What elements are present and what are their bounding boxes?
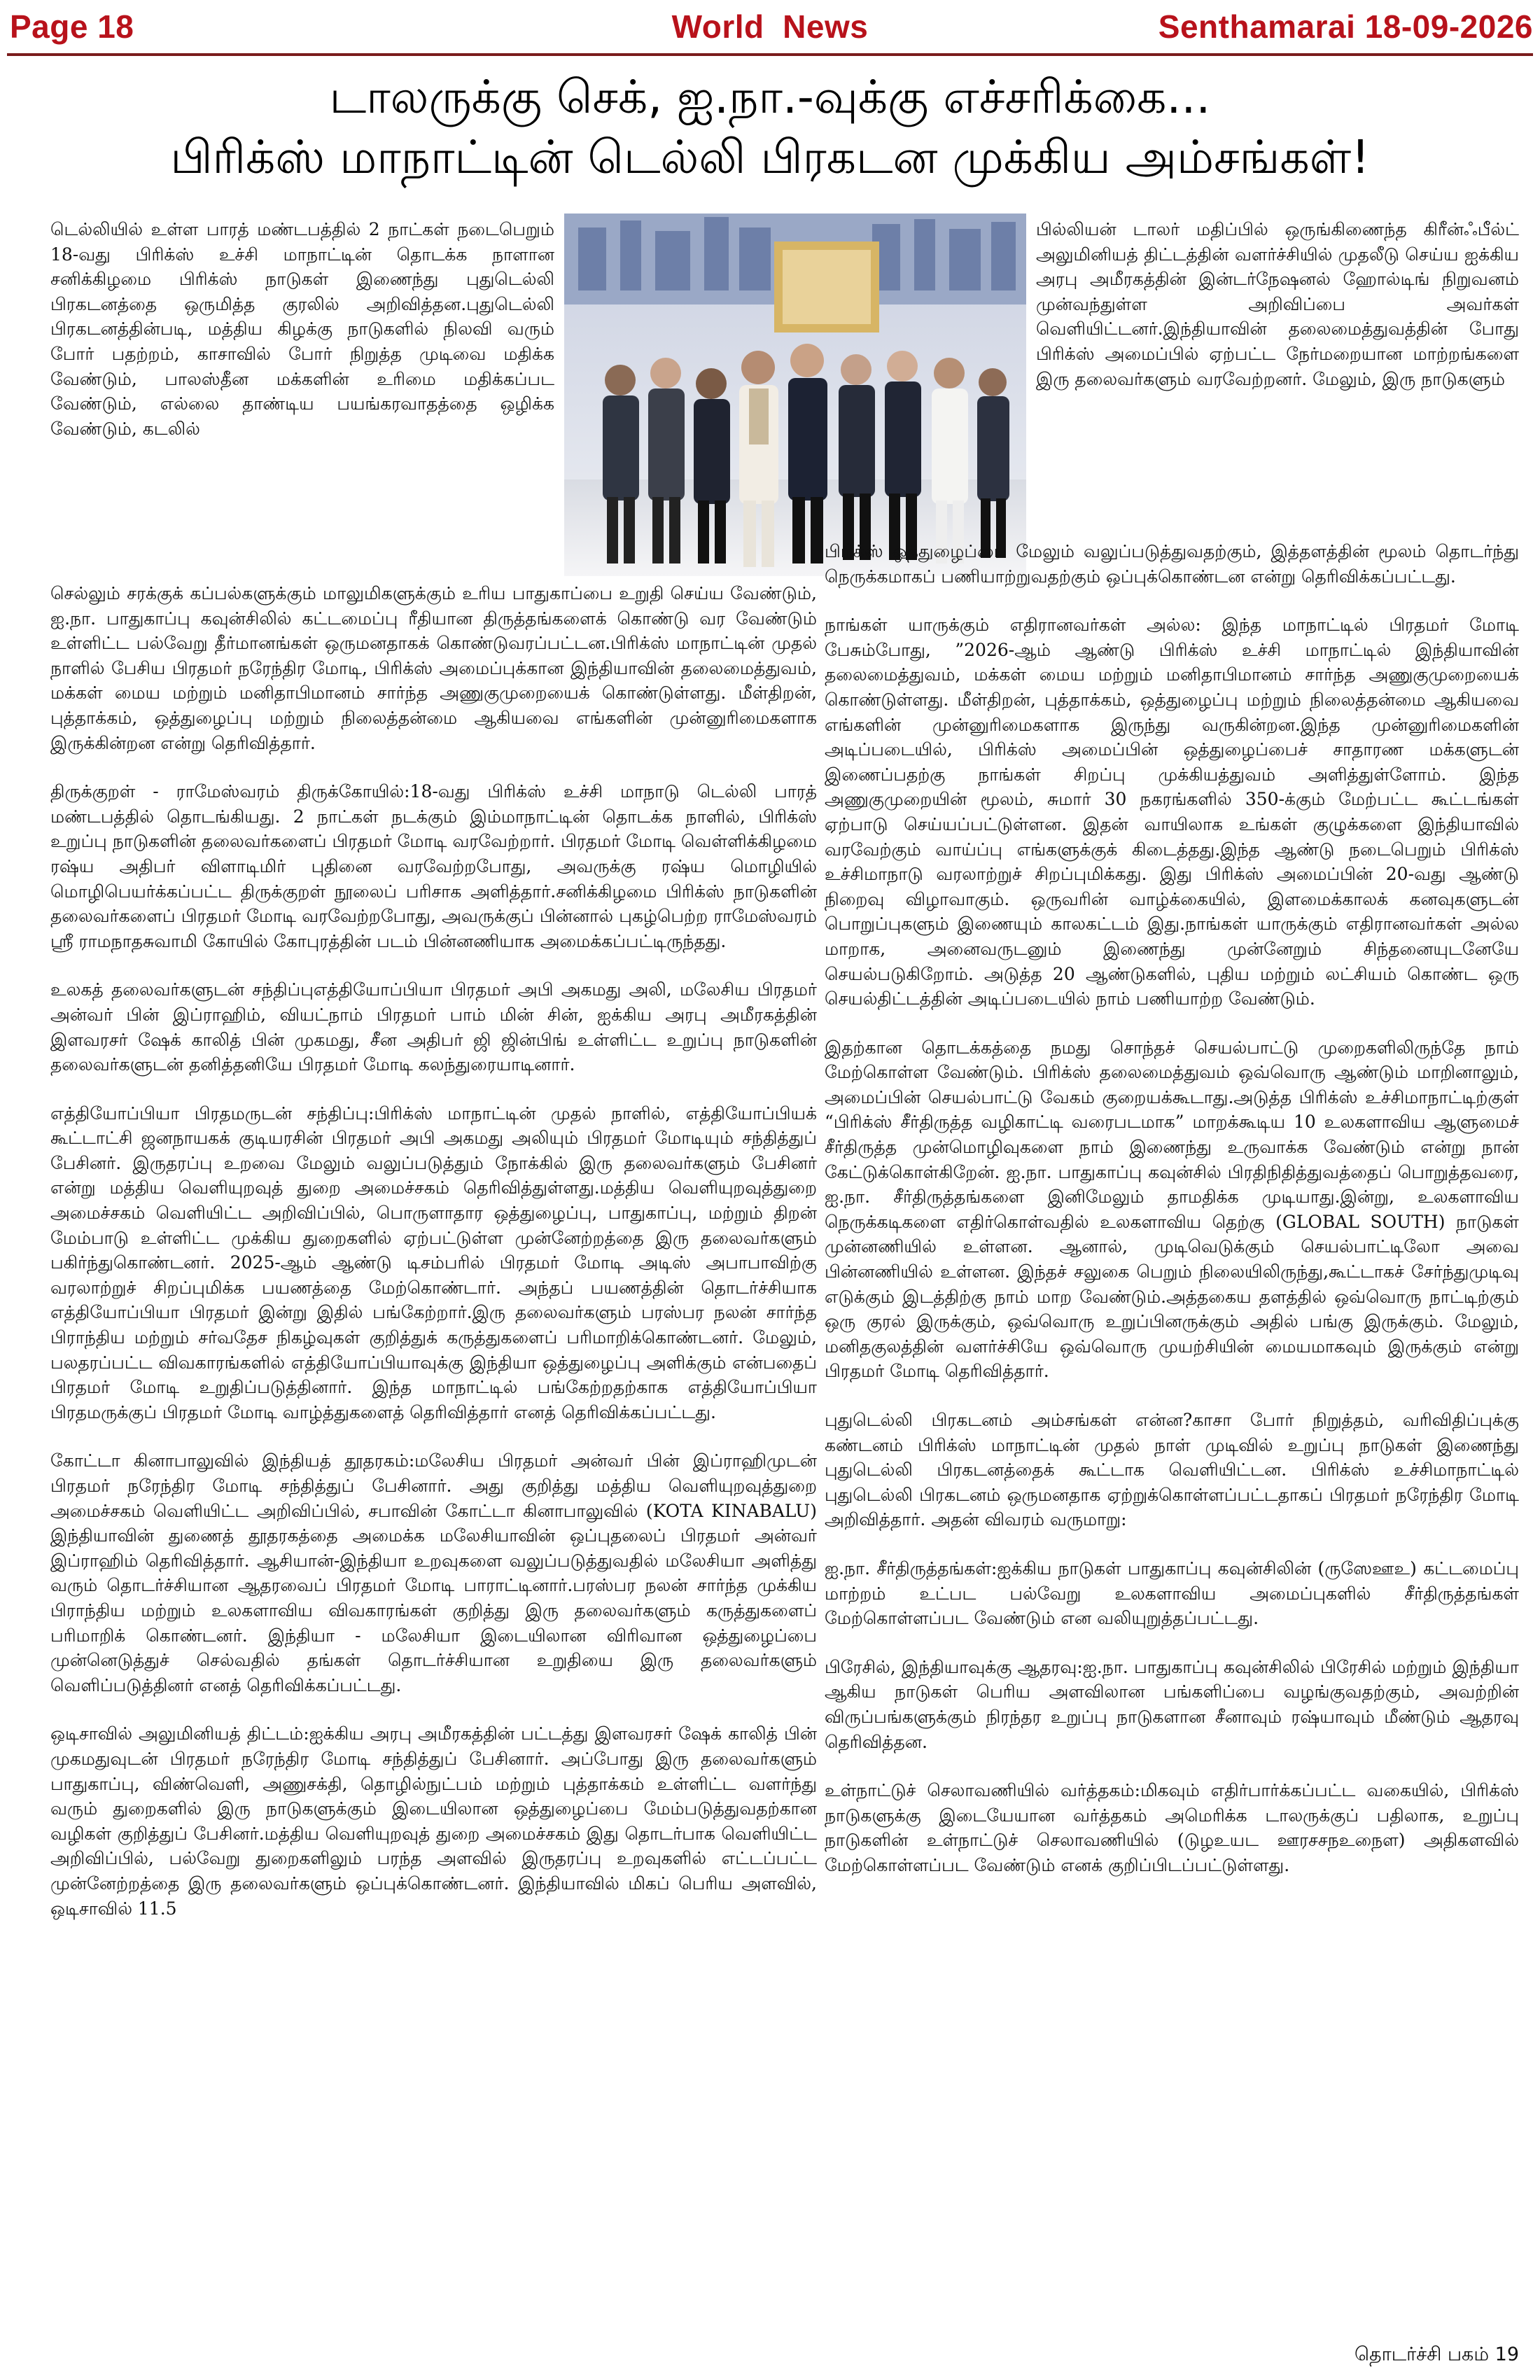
article-paragraph: கோட்டா கினாபாலுவில் இந்தியத் தூதரகம்:மலேசிய பிரதமர் அன்வர் பின் இப்ராஹிமுடன் பிரதமர் நரேந்திர மோடி சந்தித்துப் பேசினார். அது குறித்து மத்திய வெளியுறவுத்துறை அமைச்சகம் வெளியிட்ட அறிவிப்பில், சபாவின் கோட்டா கினாபாலுவில் (KOTA KINABALU) இந்தியாவின் துணைத் தூதரகத்தை அமைக்க மலேசியாவின் ஒப்புதலைப் பிரதமர் அன்வர் இப்ராஹிம் தெரிவித்தார். ஆசியான்-இந்தியா உறவுகளை வலுப்படுத்துவதில் மலேசியா அளித்து வரும் தொடர்ச்சியான ஆதரவைப் பிரதமர் மோடி பாராட்டினார்.பரஸ்பர நலன் சார்ந்த முக்கிய பிராந்திய மற்றும் உலகளாவிய விவகாரங்கள் குறித்து இரு தலைவர்களும் கருத்துகளைப் பரிமாறிக் கொண்டனர். இந்தியா - மலேசியா இடையிலான விரிவான ஒத்துழைப்பை முன்னெடுத்துச் செல்வதில் தங்கள் தொடர்ச்சியான உறுதியை இரு தலைவர்களும் வெளிப்படுத்தினர் எனத் தெரிவிக்கப்பட்டது. <box>50 1450 817 1695</box>
page-number-label: Page 18 <box>10 8 134 45</box>
article-paragraph: டெல்லியில் உள்ள பாரத் மண்டபத்தில் 2 நாட்கள் நடைபெறும் 18-வது பிரிக்ஸ் உச்சி மாநாட்டின் தொடக்க நாளான சனிக்கிழமை பிரிக்ஸ் நாடுகள் இணைந்து புதுடெல்லி பிரகடனத்தை ஒருமித்த குரலில் அறிவித்தன.புதுடெல்லி பிரகடனத்தின்படி, மத்திய கிழக்கு நாடுகளில் நிலவி வரும் போர் பதற்றம், காசாவில் போர் நிறுத்த முடிவை மதிக்க வேண்டும், பாலஸ்தீன மக்களின் உரிமை மதிக்கப்பட வேண்டும், எல்லை தாண்டிய பயங்கரவாதத்தை ஒழிக்க வேண்டும், கடலில் <box>50 219 554 439</box>
article-paragraph: நாங்கள் யாருக்கும் எதிரானவர்கள் அல்ல: இந்த மாநாட்டில் பிரதமர் மோடி பேசும்போது, ”2026-ஆம் ஆண்டு பிரிக்ஸ் உச்சி மாநாட்டில் இந்தியாவின் தலைமைத்துவம், மக்கள் மைய மற்றும் மனிதாபிமானம் சார்ந்த அணுகுமுறையைக் கொண்டுள்ளது. மீள்திறன், புத்தாக்கம், ஒத்துழைப்பு மற்றும் நிலைத்தன்மை ஆகியவை எங்களின் முன்னுரிமைகளாக இருந்து வருகின்றன.இந்த முன்னுரிமைகளின் அடிப்படையில், பிரிக்ஸ் அமைப்பின் ஒத்துழைப்பைச் சாதாரண மக்களுடன் இணைப்பதற்கு நாங்கள் சிறப்பு முக்கியத்துவம் அளித்துள்ளோம். இந்த அணுகுமுறையின் மூலம், சுமார் 30 நகரங்களில் 350-க்கும் மேற்பட்ட கூட்டங்கள் ஏற்பாடு செய்யப்பட்டுள்ளன. இதன் வாயிலாக உங்கள் குழுக்களை இந்தியாவில் வரவேற்கும் வாய்ப்பு எங்களுக்குக் கிடைத்தது.இந்த ஆண்டு நடைபெறும் பிரிக்ஸ் உச்சிமாநாடு வரலாற்றுச் சிறப்புமிக்கது. இது பிரிக்ஸ் அமைப்பின் 20-வது ஆண்டு நிறைவு விழாவாகும். ஒருவரின் வாழ்க்கையில், இளமைக்காலக் கனவுகளுடன் பொறுப்புகளும் இணையும் காலகட்டம் இது.நாங்கள் யாருக்கும் எதிரானவர்கள் அல்ல மாறாக, அனைவருடனும் இணைந்து முன்னேறும் சிந்தனையுடனேயே செயல்படுகிறோம். அடுத்த 20 ஆண்டுகளில், புதிய மற்றும் லட்சியம் கொண்ட ஒரு செயல்திட்டத்தின் அடிப்படையில் நாம் பணியாற்ற வேண்டும். <box>825 615 1519 1009</box>
headline-line-1: டாலருக்கு செக், ஐ.நா.-வுக்கு எச்சரிக்கை... <box>329 70 1211 124</box>
article-paragraph: உள்நாட்டுச் செலாவணியில் வர்த்தகம்:மிகவும் எதிர்பார்க்கப்பட்ட வகையில், பிரிக்ஸ் நாடுகளுக்கு இடையேயான வர்த்தகம் அமெரிக்க டாலருக்குப் பதிலாக, உறுப்பு நாடுகளின் உள்நாட்டுச் செலாவணியில் (டுழஉயட ஊரசசநஉநைள) அதிகளவில் மேற்கொள்ளப்பட வேண்டும் எனக் குறிப்பிடப்பட்டுள்ளது. <box>825 1780 1519 1875</box>
article-right-column <box>825 539 1519 2352</box>
continued-on-page: தொடர்ச்சி பகம் 19 <box>1354 2344 1519 2365</box>
article-paragraph: செல்லும் சரக்குக் கப்பல்களுக்கும் மாலுமிகளுக்கும் உரிய பாதுகாப்பை உறுதி செய்ய வேண்டும், ஐ.நா. பாதுகாப்பு கவுன்சிலில் கட்டமைப்பு ரீதியான திருத்தங்களைக் கொண்டு வர வேண்டும் உள்ளிட்ட பல்வேறு தீர்மானங்கள் ஒருமனதாகக் கொண்டுவரப்பட்டன.பிரிக்ஸ் மாநாட்டின் முதல் நாளில் பேசிய பிரதமர் நரேந்திர மோடி, பிரிக்ஸ் அமைப்புக்கான இந்தியாவின் தலைமைத்துவம், மக்கள் மைய மற்றும் மனிதாபிமானம் சார்ந்த அணுகுமுறையைக் கொண்டுள்ளது. மீள்திறன், புத்தாக்கம், ஒத்துழைப்பு மற்றும் நிலைத்தன்மை ஆகியவை எங்களின் முன்னுரிமைகளாக இருக்கின்றன என்று தெரிவித்தார். <box>50 583 817 753</box>
article-paragraph: புதுடெல்லி பிரகடனம் அம்சங்கள் என்ன?காசா போர் நிறுத்தம், வரிவிதிப்புக்கு கண்டனம் பிரிக்ஸ் மாநாட்டின் முதல் நாள் முடிவில் உறுப்பு நாடுகள் இணைந்து புதுடெல்லி பிரகடனத்தைக் கூட்டாக வெளியிட்டன. பிரிக்ஸ் உச்சிமாநாட்டில் புதுடெல்லி பிரகடனம் ஒருமனதாக ஏற்றுக்கொள்ளப்பட்டதாகப் பிரதமர் நரேந்திர மோடி அறிவித்தார். அதன் விவரம் வருமாறு: <box>825 1410 1519 1530</box>
article-paragraph: பிரேசில், இந்தியாவுக்கு ஆதரவு:ஐ.நா. பாதுகாப்பு கவுன்சிலில் பிரேசில் மற்றும் இந்தியா ஆகிய நாடுகள் பெரிய அளவிலான பங்களிப்பை வழங்குவதற்கும், அவற்றின் விருப்பங்களுக்கும் நிரந்தர உறுப்பு நாடுகளான சீனாவும் ரஷ்யாவும் மீண்டும் ஆதரவு தெரிவித்தன. <box>825 1656 1519 1752</box>
article-paragraph: ஐ.நா. சீர்திருத்தங்கள்:ஐக்கிய நாடுகள் பாதுகாப்பு கவுன்சிலின் (ருஸேஊஉ) கட்டமைப்பு மாற்றம் உட்பட பல்வேறு உலகளாவிய அமைப்புகளில் சீர்திருத்தங்கள் மேற்கொள்ளப்பட வேண்டும் என வலியுறுத்தப்பட்டது. <box>825 1558 1519 1629</box>
brics-leaders-photo <box>564 214 1026 576</box>
photo-illustration <box>564 214 1026 576</box>
article-paragraph: பில்லியன் டாலர் மதிப்பில் ஒருங்கிணைந்த கிரீன்ஃபீல்ட் அலுமினியத் திட்டத்தின் வளர்ச்சியில் முதலீடு செய்ய ஐக்கிய அரபு அமீரகத்தின் இன்டர்நேஷனல் ஹோல்டிங் நிறுவனம் முன்வந்துள்ள அறிவிப்பை அவர்கள் வெளியிட்டனர்.இந்தியாவின் தலைமைத்துவத்தின் போது பிரிக்ஸ் அமைப்பில் ஏற்பட்ட நேர்மறையான மாற்றங்களை இரு தலைவர்களும் வரவேற்றனர். மேலும், இரு நாடுகளும் <box>1036 219 1519 389</box>
article-paragraph: உலகத் தலைவர்களுடன் சந்திப்புஎத்தியோப்பியா பிரதமர் அபி அகமது அலி, மலேசிய பிரதமர் அன்வர் பின் இப்ராஹிம், வியட்நாம் பிரதமர் பாம் மின் சின், ஐக்கிய அரபு அமீரகத்தின் இளவரசர் ஷேக் காலித் பின் முகமது, சீன அதிபர் ஜி ஜின்பிங் உள்ளிட்ட உறுப்பு நாடுகளின் தலைவர்களுடன் தனித்தனியே பிரதமர் மோடி கலந்துரையாடினார். <box>50 979 817 1075</box>
page-header <box>7 3 1533 56</box>
newspaper-date: Senthamarai 18-09-2026 <box>1158 8 1533 45</box>
article-paragraph: திருக்குறள் - ராமேஸ்வரம் திருக்கோயில்:18-வது பிரிக்ஸ் உச்சி மாநாடு டெல்லி பாரத் மண்டபத்தில் தொடங்கியது. 2 நாட்கள் நடக்கும் இம்மாநாட்டின் தொடக்க நாளில், பிரிக்ஸ் உறுப்பு நாடுகளின் தலைவர்களைப் பிரதமர் மோடி வரவேற்றார். பிரதமர் மோடி வெள்ளிக்கிழமை ரஷ்ய அதிபர் விளாடிமிர் புதினை வரவேற்றபோது, அவருக்கு ரஷ்ய மொழியில் மொழிபெயர்க்கப்பட்ட திருக்குறள் நூலைப் பரிசாக அளித்தார்.சனிக்கிழமை பிரிக்ஸ் நாடுகளின் தலைவர்களைப் பிரதமர் மோடி வரவேற்றபோது, அவருக்குப் பின்னால் புகழ்பெற்ற ராமேஸ்வரம் ஸ்ரீ ராமநாதசுவாமி கோயில் கோபுரத்தின் படம் பின்னணியாக அமைக்கப்பட்டிருந்தது. <box>50 781 817 951</box>
article-right-top <box>1036 217 1519 391</box>
article-lead <box>50 217 554 441</box>
headline <box>0 67 1540 188</box>
article-paragraph: ஒடிசாவில் அலுமினியத் திட்டம்:ஐக்கிய அரபு அமீரகத்தின் பட்டத்து இளவரசர் ஷேக் காலித் பின் முகமதுவுடன் பிரதமர் நரேந்திர மோடி சந்தித்துப் பேசினார். அப்போது இரு தலைவர்களும் பாதுகாப்பு, விண்வெளி, அணுசக்தி, தொழில்நுட்பம் மற்றும் புத்தாக்கம் உள்ளிட்ட வளர்ந்து வரும் துறைகளில் இரு நாடுகளுக்கும் இடையிலான ஒத்துழைப்பை மேம்படுத்துவதற்கான வழிகள் குறித்துப் பேசினர்.மத்திய வெளியுறவுத் துறை அமைச்சகம் இது தொடர்பாக வெளியிட்ட அறிவிப்பில், பல்வேறு துறைகளிலும் பரந்த அளவில் இருதரப்பு உறவுகளில் எட்டப்பட்ட முன்னேற்றத்தை இரு தலைவர்களும் ஒப்புக்கொண்டனர். இந்தியாவில் மிகப் பெரிய அளவில், ஒடிசாவில் 11.5 <box>50 1723 817 1919</box>
headline-line-2: பிரிக்ஸ் மாநாட்டின் டெல்லி பிரகடன முக்கிய அம்சங்கள்! <box>170 130 1370 184</box>
article-paragraph: எத்தியோப்பியா பிரதமருடன் சந்திப்பு:பிரிக்ஸ் மாநாட்டின் முதல் நாளில், எத்தியோப்பியக் கூட்டாட்சி ஜனநாயகக் குடியரசின் பிரதமர் அபி அகமது அலியும் பிரதமர் மோடியும் சந்தித்துப் பேசினர். இருதரப்பு உறவை மேலும் வலுப்படுத்தும் நோக்கில் இரு தலைவர்களும் பேசினர் என்று மத்திய வெளியுறவுத் துறை அமைச்சகம் தெரிவித்துள்ளது.மத்திய வெளியுறவுத்துறை அமைச்சகம் வெளியிட்ட அறிவிப்பில், பொருளாதார ஒத்துழைப்பு, பாதுகாப்பு, மற்றும் திறன் மேம்பாடு உள்ளிட்ட முக்கிய துறைகளில் ஏற்பட்டுள்ள முன்னேற்றத்தை இரு தலைவர்களும் பகிர்ந்துகொண்டனர். 2025-ஆம் ஆண்டு டிசம்பரில் பிரதமர் மோடி அடிஸ் அபாபாவிற்கு வரலாற்றுச் சிறப்புமிக்க பயணத்தை மேற்கொண்டார். அந்தப் பயணத்தின் தொடர்ச்சியாக எத்தியோப்பியா பிரதமர் இன்று இதில் பங்கேற்றார்.இரு தலைவர்களும் பரஸ்பர நலன் சார்ந்த பிராந்திய மற்றும் சர்வதேச நிகழ்வுகள் குறித்துக் கருத்துகளைப் பரிமாறிக்கொண்டனர். மேலும், பலதரப்பட்ட விவகாரங்களில் எத்தியோப்பியாவுக்கு இந்தியா ஒத்துழைப்பு அளிக்கும் என்பதைப் பிரதமர் மோடி உறுதிப்படுத்தினார். இந்த மாநாட்டில் பங்கேற்றதற்காக எத்தியோப்பியா பிரதமருக்குப் பிரதமர் மோடி வாழ்த்துகளைத் தெரிவித்தார் எனத் தெரிவிக்கப்பட்டது. <box>50 1102 817 1422</box>
article-paragraph: பிரிக்ஸ் ஒத்துழைப்பை மேலும் வலுப்படுத்துவதற்கும், இத்தளத்தின் மூலம் தொடர்ந்து நெருக்கமாகப் பணியாற்றுவதற்கும் ஒப்புக்கொண்டன என்று தெரிவிக்கப்பட்டது. <box>825 541 1519 587</box>
article-paragraph: இதற்கான தொடக்கத்தை நமது சொந்தச் செயல்பாட்டு முறைகளிலிருந்தே நாம் மேற்கொள்ள வேண்டும். பிரிக்ஸ் தலைமைத்துவம் ஒவ்வொரு ஆண்டும் மாறினாலும், அமைப்பின் செயல்பாட்டு வேகம் குறையக்கூடாது.அடுத்த பிரிக்ஸ் உச்சிமாநாட்டிற்குள் “பிரிக்ஸ் சீர்திருத்த வழிகாட்டி வரைபடமாக” மாறக்கூடிய 10 உலகளாவிய ஆளுமைச் சீர்திருத்த முன்மொழிவுகளை நாம் இணைந்து உருவாக்க வேண்டும் என்று நான் கேட்டுக்கொள்கிறேன். ஐ.நா. பாதுகாப்பு கவுன்சில் பிரதிநிதித்துவத்தைப் பொறுத்தவரை, ஐ.நா. சீர்திருத்தங்களை இனிமேலும் தாமதிக்க முடியாது.இன்று, உலகளாவிய நெருக்கடிகளை எதிர்கொள்வதில் உலகளாவிய தெற்கு (GLOBAL SOUTH) நாடுகள் முன்னணியில் உள்ளன. ஆனால், முடிவெடுக்கும் செயல்பாட்டிலோ அவை பின்னணியில் உள்ளன. இந்தச் சலுகை பெறும் நிலையிலிருந்து,கூட்டாகச் சேர்ந்துமுடிவு எடுக்கும் இடத்திற்கு நாம் மாற வேண்டும்.அத்தகைய தளத்தில் ஒவ்வொரு நாட்டிற்கும் ஒரு குரல் இருக்கும், ஒவ்வொரு உறுப்பினருக்கும் அதில் பங்கு இருக்கும். மேலும், மனிதகுலத்தின் வளர்ச்சியே ஒவ்வொரு முயற்சியின் மையமாகவும் இருக்கும் என்று பிரதமர் மோடி தெரிவித்தார். <box>825 1037 1519 1382</box>
section-title: World News <box>671 8 869 45</box>
article-left-column <box>50 581 817 2352</box>
